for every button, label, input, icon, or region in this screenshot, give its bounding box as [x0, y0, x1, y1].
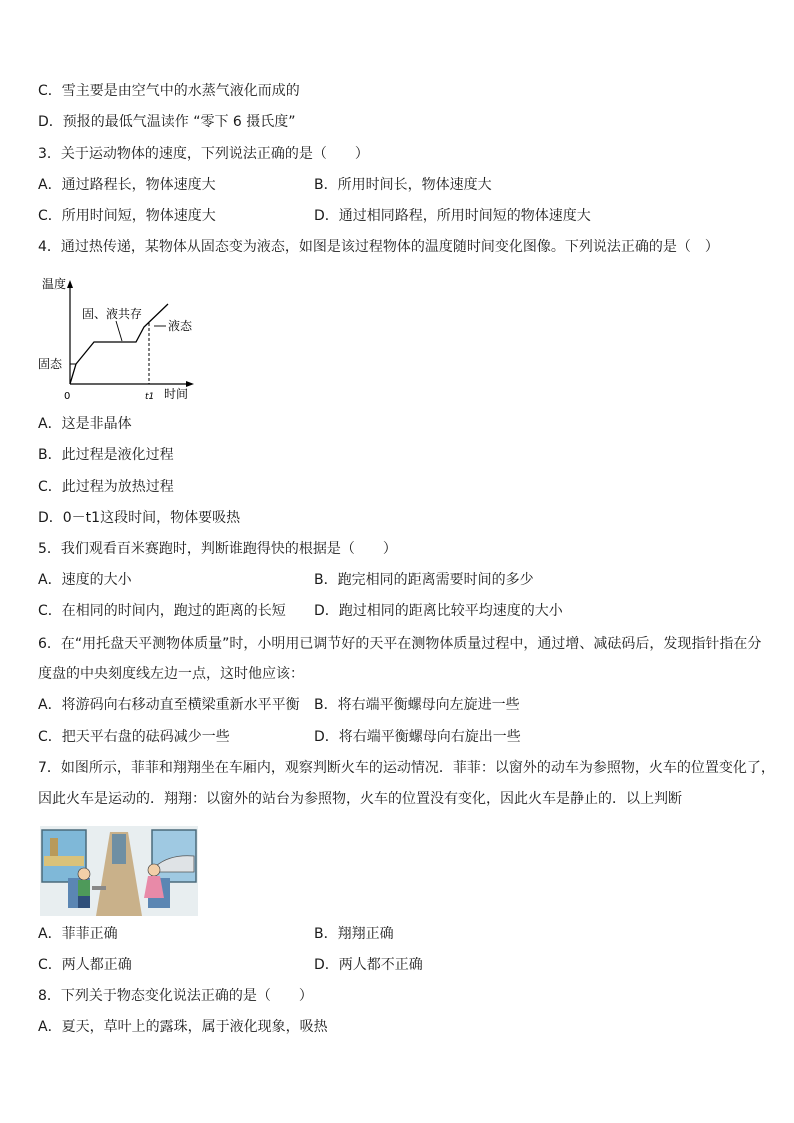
y-axis-label: 温度 — [42, 277, 67, 291]
q6-option-d: D．将右端平衡螺母向右旋出一些 — [314, 729, 521, 745]
x-axis-label: 时间 — [164, 387, 189, 401]
solid-label: 固态 — [38, 357, 63, 371]
q4-option-b: B．此过程是液化过程 — [38, 447, 174, 463]
q7-stem-line1: 7．如图所示，菲菲和翔翔坐在车厢内，观察判断火车的运动情况．菲菲：以窗外的动车为参照物，火车的位置变化了， — [38, 760, 775, 776]
q3-option-b: B．所用时间长，物体速度大 — [314, 177, 492, 193]
q7-option-b: B．翔翔正确 — [314, 926, 394, 942]
q6-option-b: B．将右端平衡螺母向左旋进一些 — [314, 697, 520, 713]
q4-stem: 4．通过热传递，某物体从固态变为液态，如图是该过程物体的温度随时间变化图像。下列说法正确的是（ ） — [38, 239, 719, 255]
q7-option-a: A．菲菲正确 — [38, 926, 118, 942]
q8-option-a: A．夏天，草叶上的露珠，属于液化现象，吸热 — [38, 1019, 328, 1035]
q6-stem-line2: 度盘的中央刻度线左边一点，这时他应该： — [38, 666, 304, 682]
train-carriage-illustration — [40, 826, 198, 916]
q6-option-c: C．把天平右盘的砝码减少一些 — [38, 729, 230, 745]
q6-option-a: A．将游码向右移动直至横梁重新水平平衡 — [38, 697, 300, 713]
q4-option-a: A．这是非晶体 — [38, 416, 132, 432]
liquid-label: 液态 — [168, 319, 193, 333]
q6-stem-line1: 6．在“用托盘天平测物体质量”时，小明用已调节好的天平在测物体质量过程中，通过增、减砝码后，发现指针指在分 — [38, 636, 762, 652]
girl-head — [148, 864, 160, 876]
q3-option-c: C．所用时间短，物体速度大 — [38, 208, 216, 224]
far-door — [112, 834, 126, 864]
boy-legs — [78, 896, 90, 908]
q7-option-d: D．两人都不正确 — [314, 957, 423, 973]
mix-label: 固、液共存 — [82, 307, 143, 321]
boy-body — [78, 880, 90, 896]
y-axis-arrow — [67, 280, 73, 288]
q5-option-a: A．速度的大小 — [38, 572, 132, 588]
q3-stem: 3．关于运动物体的速度，下列说法正确的是（ ） — [38, 146, 369, 162]
t1-label: t1 — [145, 392, 155, 402]
station-pillar — [50, 838, 58, 856]
q5-option-c: C．在相同的时间内，跑过的距离的长短 — [38, 603, 286, 619]
mix-leader-line — [116, 321, 122, 341]
q3-option-d: D．通过相同路程，所用时间短的物体速度大 — [314, 208, 591, 224]
boy-head — [78, 868, 90, 880]
q5-option-b: B．跑完相同的距离需要时间的多少 — [314, 572, 534, 588]
q2-option-d: D．预报的最低气温读作 “零下 6 摄氏度” — [38, 114, 296, 130]
q3-option-a: A．通过路程长，物体速度大 — [38, 177, 216, 193]
q5-stem: 5．我们观看百米赛跑时，判断谁跑得快的根据是（ ） — [38, 541, 397, 557]
station-platform — [44, 856, 84, 866]
q4-option-c: C．此过程为放热过程 — [38, 479, 174, 495]
q7-stem-line2: 因此火车是运动的．翔翔：以窗外的站台为参照物，火车的位置没有变化，因此火车是静止的．以上判断 — [38, 791, 682, 807]
q5-option-d: D．跑过相同的距离比较平均速度的大小 — [314, 603, 563, 619]
q4-option-d: D．0－t1这段时间，物体要吸热 — [38, 510, 241, 526]
table — [92, 886, 106, 890]
q7-option-c: C．两人都正确 — [38, 957, 132, 973]
q2-option-c: C．雪主要是由空气中的水蒸气液化而成的 — [38, 83, 300, 99]
origin-label: 0 — [64, 391, 71, 402]
temperature-time-graph — [36, 272, 202, 408]
q8-stem: 8．下列关于物态变化说法正确的是（ ） — [38, 988, 313, 1004]
